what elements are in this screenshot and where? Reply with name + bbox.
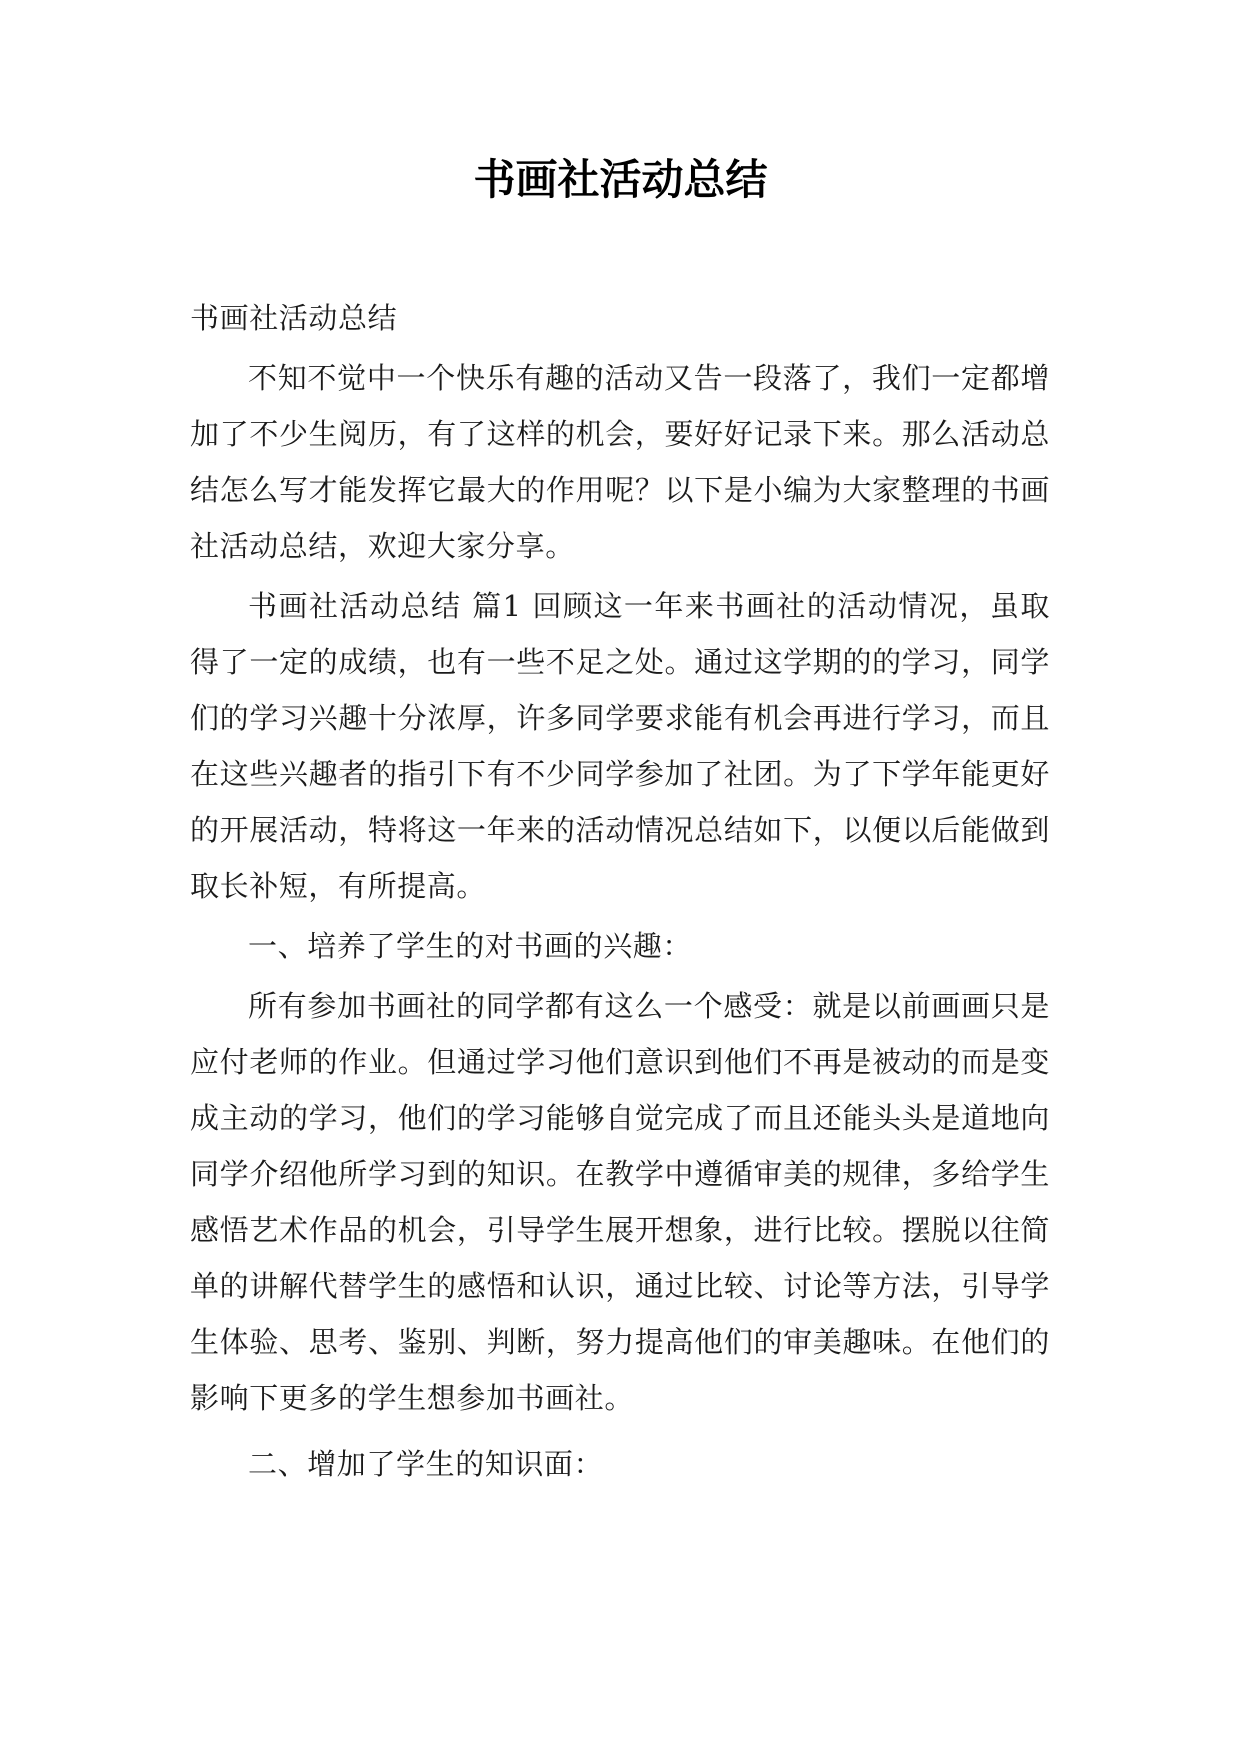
heading-interest: 一、培养了学生的对书画的兴趣： <box>248 929 693 963</box>
paragraph-subtitle: 书画社活动总结 <box>190 301 398 335</box>
document-title: 书画社活动总结 <box>473 155 768 204</box>
paragraph-interest: 所有参加书画社的同学都有这么一个感受：就是以前画画只是应付老师的作业。但通过学习他们意识到他们不再是被动的而是变成主动的学习，他们的学习能够自觉完成了而且还能头头是道地向同学介绍他所学习到的知识。在教学中遵循审美的规律，多给学生感悟艺术作品的机会，引导学生展开想象，进行比较。摆脱以往简单的讲解代替学生的感悟和认识，通过比较、讨论等方法，引导学生体验、思考、鉴别、判断，努力提高他们的审美趣味。在他们的影响下更多的学生想参加书画社。 <box>190 989 1050 1415</box>
paragraph-section-1: 书画社活动总结 篇1 回顾这一年来书画社的活动情况，虽取得了一定的成绩，也有一些不足之处。通过这学期的的学习，同学们的学习兴趣十分浓厚，许多同学要求能有机会再进行学习，而且在这些兴趣者的指引下有不少同学参加了社团。为了下学年能更好的开展活动，特将这一年来的活动情况总结如下，以便以后能做到取长补短，有所提高。 <box>190 589 1050 903</box>
heading-knowledge: 二、增加了学生的知识面： <box>248 1447 604 1481</box>
paragraph-intro: 不知不觉中一个快乐有趣的活动又告一段落了，我们一定都增加了不少生阅历，有了这样的机会，要好好记录下来。那么活动总结怎么写才能发挥它最大的作用呢？以下是小编为大家整理的书画社活动总结，欢迎大家分享。 <box>190 361 1050 563</box>
document-body <box>190 290 1050 1492</box>
